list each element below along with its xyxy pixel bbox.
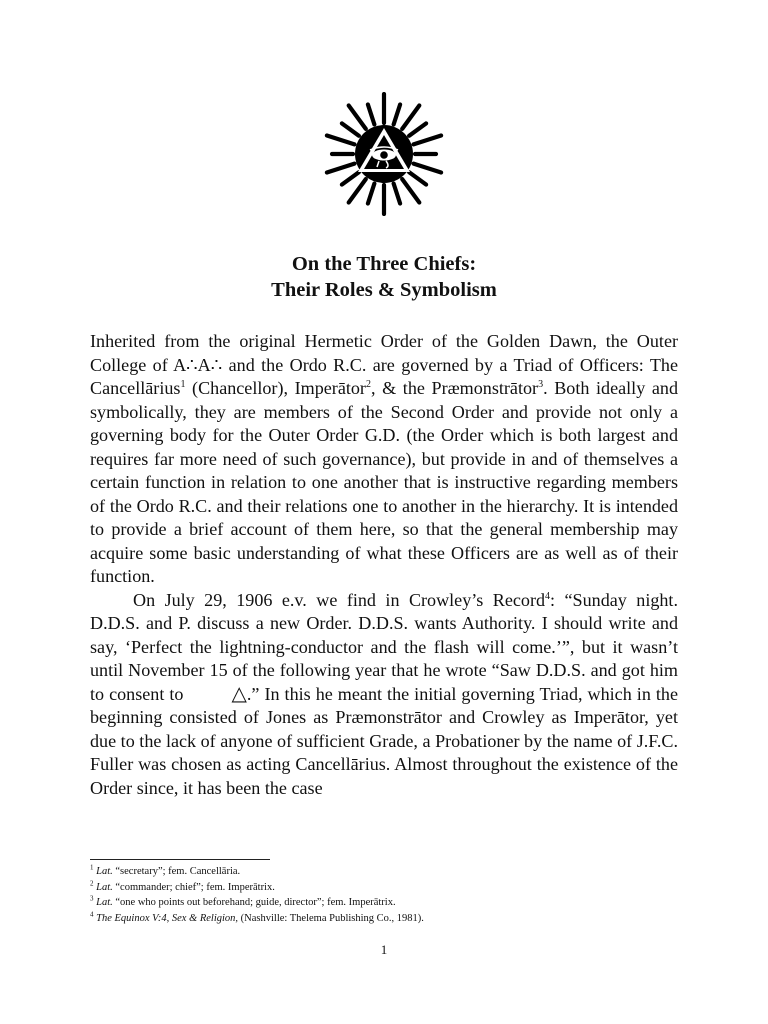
footnote-text: “commander; chief”; fem. Imperātrix. <box>112 881 275 893</box>
page-title <box>0 251 768 303</box>
footnote-lat: Lat. <box>96 897 113 908</box>
page-number: 1 <box>380 942 388 957</box>
footnote-lat: Lat. <box>96 881 113 893</box>
footnote-divider <box>90 859 270 860</box>
emblem-ray <box>402 179 419 202</box>
footnote-2 <box>90 880 680 896</box>
footnote-ref-4[interactable]: 4 <box>545 590 551 602</box>
emblem-ray <box>327 136 355 145</box>
emblem-ray <box>349 179 366 202</box>
paragraph-2-text-a: On July 29, 1906 e.v. we find in Crowley’s Record <box>133 589 546 610</box>
paragraph-1 <box>90 330 678 589</box>
footnote-number: 2 <box>90 879 94 887</box>
footnote-work-title: The Equinox V:4, Sex & Religion, <box>96 912 239 924</box>
footnote-1 <box>90 864 680 880</box>
paragraph-1-text-c: , & the Præmonstrātor <box>370 378 539 398</box>
paragraph-1-text-d: . Both ideally and symbolically, they are members of the Second Order and provide not only a governing body for the Outer Order G.D. (the Order which is both largest and requires far more need of such governance), but provide in and of themselves a certain function in relation to one another that is instructive regarding members of the Ordo R.C. and their relations one to another in the hierarchy. It is intended to provide a brief account of them here, so that the general membership may acquire some basic understanding of what these Officers are as well as of their function. <box>90 378 678 586</box>
emblem-ray <box>409 172 426 184</box>
emblem-ray <box>368 184 375 204</box>
footnote-4 <box>90 911 680 927</box>
footnote-text: “secretary”; fem. Cancellāria. <box>112 866 241 877</box>
footnote-text: (Nashville: Thelema Publishing Co., 1981). <box>238 912 424 924</box>
footnote-number: 3 <box>90 894 94 903</box>
footnote-number: 4 <box>90 910 94 918</box>
emblem-ray <box>414 164 442 173</box>
emblem-ray <box>394 184 401 204</box>
paragraph-2: On July 29, 1906 e.v. we find in Crowley’s Record$^4$: “Sunday night. D.D.S. and P. discuss a new Order. D.D.S. wants Authority. I should write and say, ‘Perfect the lightning-conductor and the flash will come.’”, but it wasn’t until November 15 of the following year that he wrote “Saw D.D.S. and got him to consent to △.” In this he meant the initial governing Triad, which in the beginning consisted of Jones as Præmonstrātor and Crowley as Imperātor, yet due to the lack of anyone of sufficient Grade, a Probationer by the name of J.F.C. Fuller was chosen as acting Cancellārius. Almost throughout the existence of the Order since, it has been the case <box>90 589 678 798</box>
emblem-ray <box>368 105 375 125</box>
emblem-ray <box>402 106 419 129</box>
footnote-ref-3[interactable]: 3 <box>538 378 544 390</box>
paragraph-2-text-c: .” In this he meant the initial governing Triad, which in the beginning consisted of Jones as Præmonstrātor and Crowley as Imperātor, yet due to the lack of anyone of sufficient Grade, a Probationer by the name of J.F.C. Fuller was chosen as acting Cancellārius. Almost throughout the existence of the Order since, it has been the case <box>90 683 678 798</box>
paragraph-1-text-b: (Chancellor), Imperātor <box>185 378 366 398</box>
paragraph-2-text-b: : “Sunday night. D.D.S. and P. discuss a new Order. D.D.S. wants Authority. I should write and say, ‘Perfect the lightning-conductor and the flash will come.’”, but it wasn’t until November 15 of the following year that he wrote “Saw D.D.S. and got him to consent to <box>90 589 678 704</box>
title-line-1: On the Three Chiefs: <box>291 253 477 275</box>
emblem-ray <box>342 172 359 184</box>
emblem-ray <box>349 106 366 129</box>
body-text <box>90 330 678 800</box>
footnote-ref-2[interactable]: 2 <box>365 378 371 390</box>
emblem-ray <box>394 105 401 125</box>
eye-of-horus-in-radiant-triangle-icon <box>324 92 444 216</box>
footnote-3 <box>90 895 680 911</box>
footnote-ref-1[interactable]: 1 <box>180 378 186 390</box>
title-line-2: Their Roles & Symbolism <box>271 279 497 301</box>
emblem-ray <box>409 123 426 135</box>
paragraph-1-text-a: Inherited from the original Hermetic Order of the Golden Dawn, the Outer College of A∴A∴ and the Ordo R.C. are governed by a Triad of Officers: The Cancellārius <box>90 331 678 398</box>
emblem-ray <box>327 164 355 173</box>
footnote-text: “one who points out beforehand; guide, director”; fem. Imperātrix. <box>112 897 396 908</box>
footnotes <box>90 864 680 926</box>
emblem-ray <box>342 123 359 135</box>
emblem-ray <box>414 136 442 145</box>
footnote-lat: Lat. <box>96 866 113 877</box>
footnote-number: 1 <box>90 863 94 872</box>
